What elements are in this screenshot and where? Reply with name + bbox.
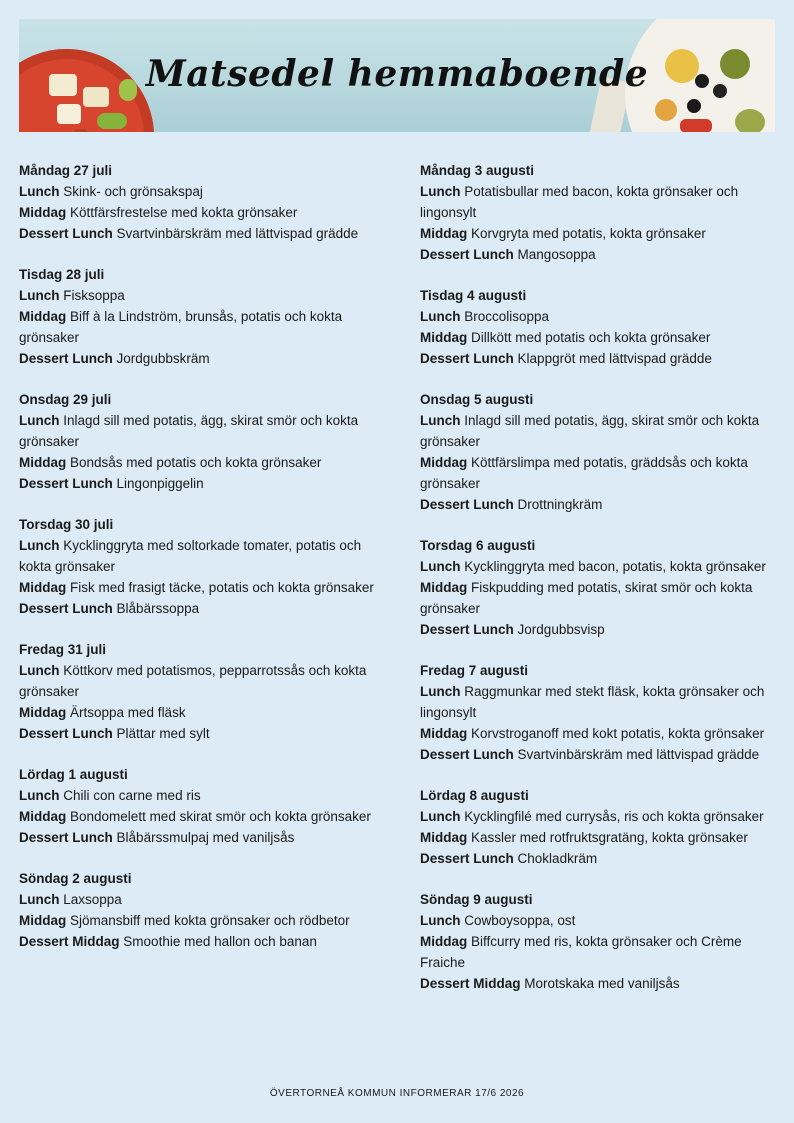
meal-row [19,827,389,848]
meal-row [19,598,389,619]
meal-label: Middag [420,830,468,845]
meal-label: Middag [420,330,468,345]
day-title: Torsdag 6 augusti [420,538,536,553]
meal-label: Lunch [420,184,461,199]
page-title: Matsedel hemmaboende [145,53,649,95]
meal-text: Inlagd sill med potatis, ägg, skirat smör och kokta grönsaker [420,413,760,449]
meal-text: Kassler med rotfruktsgratäng, kokta grönsaker [471,830,748,845]
meal-label: Lunch [19,288,60,303]
meal-text: Kycklinggryta med bacon, potatis, kokta grönsaker [464,559,766,574]
meal-label: Dessert Lunch [19,476,113,491]
meal-row [420,556,790,577]
day-title: Fredag 7 augusti [420,663,529,678]
day-block [420,889,790,994]
meal-text: Fisksoppa [63,288,125,303]
meal-row [19,348,389,369]
meal-label: Dessert Middag [19,934,120,949]
day-block [420,285,790,369]
meal-text: Ärtsoppa med fläsk [70,705,186,720]
meal-row [19,931,389,952]
meal-text: Inlagd sill med potatis, ägg, skirat smör och kokta grönsaker [19,413,359,449]
meal-row [19,223,389,244]
day-title: Tisdag 4 augusti [420,288,527,303]
meal-row [19,577,389,598]
meal-label: Lunch [19,184,60,199]
day-block [19,639,389,744]
meal-row [19,723,389,744]
meal-row [420,619,790,640]
meal-row [420,244,790,265]
day-title: Lördag 1 augusti [19,767,128,782]
meal-text: Svartvinbärskräm med lättvispad grädde [116,226,359,241]
meal-label: Middag [19,809,67,824]
meal-row [420,223,790,244]
day-title: Söndag 2 augusti [19,871,132,886]
meal-text: Potatisbullar med bacon, kokta grönsaker och lingonsylt [420,184,739,220]
meal-text: Broccolisoppa [464,309,550,324]
meal-label: Dessert Lunch [420,497,514,512]
meal-row [420,827,790,848]
day-block [420,389,790,515]
meal-label: Middag [420,934,468,949]
meal-text: Klappgröt med lättvispad grädde [517,351,712,366]
meal-text: Chili con carne med ris [63,788,201,803]
meal-row [19,910,389,931]
meal-label: Lunch [19,892,60,907]
meal-row [420,494,790,515]
meal-label: Lunch [19,413,60,428]
meal-row [19,452,389,473]
meal-label: Middag [19,455,67,470]
meal-label: Lunch [420,684,461,699]
meal-text: Morotskaka med vaniljsås [524,976,680,991]
meal-label: Dessert Middag [420,976,521,991]
meal-text: Biffcurry med ris, kokta grönsaker och Crème Fraiche [420,934,742,970]
day-block [19,389,389,494]
meal-label: Middag [19,580,67,595]
meal-text: Laxsoppa [63,892,122,907]
day-title: Tisdag 28 juli [19,267,105,282]
meal-label: Dessert Lunch [19,726,113,741]
meal-row [19,806,389,827]
meal-label: Dessert Lunch [420,622,514,637]
meal-row [19,306,389,348]
meal-label: Dessert Lunch [420,247,514,262]
meal-label: Middag [19,705,67,720]
meal-label: Lunch [19,538,60,553]
meal-label: Middag [19,205,67,220]
meal-row [420,410,790,452]
meal-label: Middag [19,309,67,324]
meal-label: Lunch [420,413,461,428]
meal-row [420,452,790,494]
meal-label: Middag [19,913,67,928]
day-block [19,764,389,848]
meal-row [19,202,389,223]
meal-text: Köttkorv med potatismos, pepparrotssås och kokta grönsaker [19,663,367,699]
meal-text: Jordgubbskräm [116,351,210,366]
day-title: Torsdag 30 juli [19,517,114,532]
day-block [19,514,389,619]
day-title: Fredag 31 juli [19,642,107,657]
meal-text: Raggmunkar med stekt fläsk, kokta grönsaker och lingonsylt [420,684,765,720]
meal-text: Bondsås med potatis och kokta grönsaker [70,455,322,470]
meal-row [420,910,790,931]
day-block [420,660,790,765]
meal-row [420,348,790,369]
menu-column-left [19,160,389,972]
meal-text: Smoothie med hallon och banan [123,934,317,949]
meal-text: Köttfärslimpa med potatis, gräddsås och kokta grönsaker [420,455,748,491]
meal-label: Lunch [420,809,461,824]
meal-label: Lunch [420,309,461,324]
meal-text: Korvstroganoff med kokt potatis, kokta grönsaker [471,726,765,741]
meal-label: Dessert Lunch [19,226,113,241]
meal-label: Middag [420,580,468,595]
day-title: Onsdag 29 juli [19,392,112,407]
meal-text: Blåbärssmulpaj med vaniljsås [116,830,295,845]
meal-label: Dessert Lunch [420,851,514,866]
meal-label: Lunch [420,559,461,574]
meal-row [19,889,389,910]
footer-text: ÖVERTORNEÅ KOMMUN INFORMERAR 17/6 2026 [269,1088,525,1099]
meal-row [420,681,790,723]
meal-row [420,931,790,973]
meal-text: Dillkött med potatis och kokta grönsaker [471,330,711,345]
meal-row [420,577,790,619]
meal-text: Mangosoppa [517,247,596,262]
meal-row [420,744,790,765]
meal-row [19,473,389,494]
meal-text: Skink- och grönsakspaj [63,184,203,199]
day-title: Måndag 3 augusti [420,163,535,178]
meal-label: Middag [420,226,468,241]
meal-row [420,327,790,348]
meal-text: Chokladkräm [517,851,598,866]
meal-label: Middag [420,455,468,470]
meal-text: Fiskpudding med potatis, skirat smör och kokta grönsaker [420,580,753,616]
meal-label: Dessert Lunch [420,747,514,762]
day-block [19,264,389,369]
meal-row [420,181,790,223]
meal-row [19,702,389,723]
meal-label: Dessert Lunch [19,830,113,845]
day-block [420,160,790,265]
meal-row [420,306,790,327]
day-block [420,535,790,640]
meal-text: Plättar med sylt [116,726,210,741]
meal-label: Dessert Lunch [420,351,514,366]
meal-label: Lunch [420,913,461,928]
meal-text: Lingonpiggelin [116,476,204,491]
meal-text: Kycklingfilé med currysås, ris och kokta grönsaker [464,809,764,824]
day-title: Onsdag 5 augusti [420,392,534,407]
day-title: Lördag 8 augusti [420,788,529,803]
meal-text: Drottningkräm [517,497,603,512]
meal-text: Sjömansbiff med kokta grönsaker och rödbetor [70,913,350,928]
meal-row [420,723,790,744]
meal-text: Fisk med frasigt täcke, potatis och kokta grönsaker [70,580,374,595]
meal-text: Biff à la Lindström, brunsås, potatis och kokta grönsaker [19,309,343,345]
meal-text: Köttfärsfrestelse med kokta grönsaker [70,205,298,220]
day-block [19,160,389,244]
day-title: Måndag 27 juli [19,163,113,178]
meal-row [19,181,389,202]
meal-label: Lunch [19,788,60,803]
meal-row [19,410,389,452]
meal-label: Dessert Lunch [19,351,113,366]
meal-row [19,660,389,702]
day-title: Söndag 9 augusti [420,892,533,907]
meal-label: Middag [420,726,468,741]
meal-label: Lunch [19,663,60,678]
meal-row [420,973,790,994]
meal-row [19,535,389,577]
meal-text: Svartvinbärskräm med lättvispad grädde [517,747,760,762]
meal-label: Dessert Lunch [19,601,113,616]
header-banner [19,19,775,132]
day-block [19,868,389,952]
meal-text: Korvgryta med potatis, kokta grönsaker [471,226,706,241]
meal-text: Jordgubbsvisp [517,622,605,637]
meal-text: Blåbärssoppa [116,601,200,616]
meal-row [420,848,790,869]
meal-row [420,806,790,827]
menu-column-right [420,160,790,1014]
meal-text: Cowboysoppa, ost [464,913,576,928]
day-block [420,785,790,869]
meal-text: Bondomelett med skirat smör och kokta grönsaker [70,809,371,824]
meal-text: Kycklinggryta med soltorkade tomater, potatis och kokta grönsaker [19,538,362,574]
meal-row [19,285,389,306]
meal-row [19,785,389,806]
